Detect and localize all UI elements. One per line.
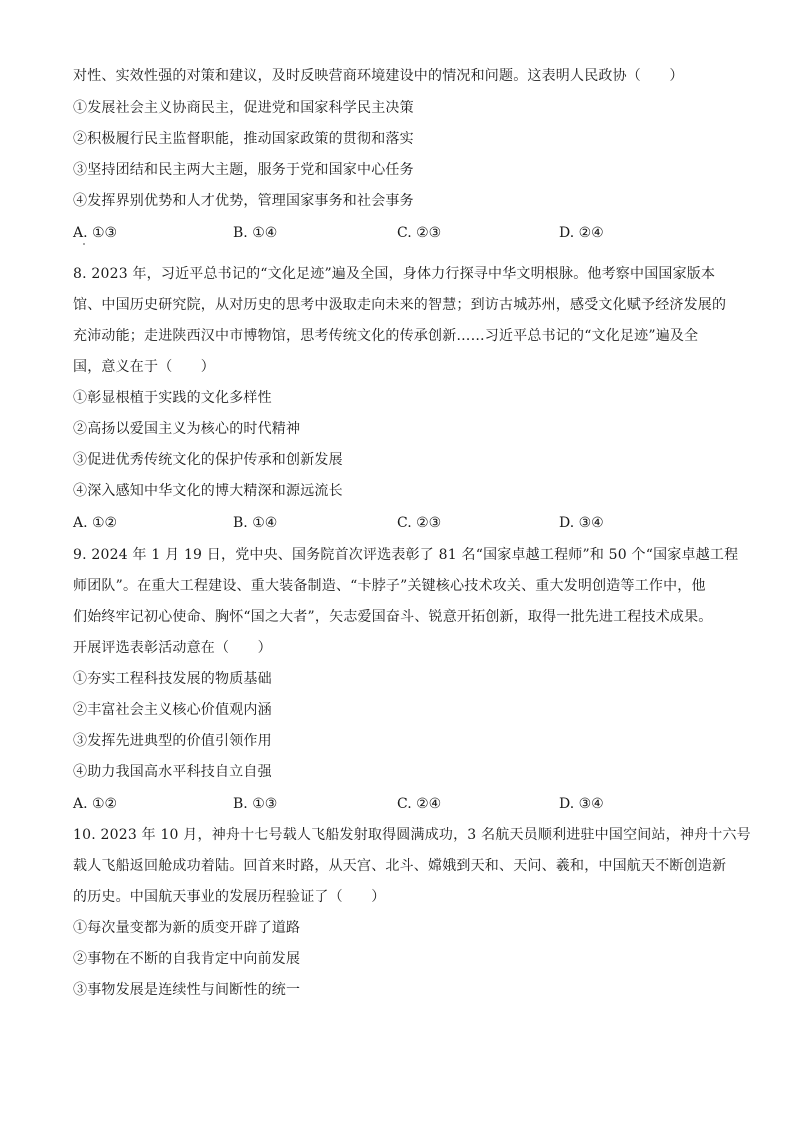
question-9-stem-line-2: 师团队”。在重大工程建设、重大装备制造、“卡脖子”关键核心技术攻关、重大发明创造等工作中，他 xyxy=(73,578,706,594)
question-7-statement-4: ④发挥界别优势和人才优势，管理国家事务和社会事务 xyxy=(73,193,414,209)
question-9-option-b: B. ①③ xyxy=(233,796,278,812)
question-10-statement-2: ②事物在不断的自我肯定中向前发展 xyxy=(73,951,301,967)
question-7-statement-1: ①发展社会主义协商民主，促进党和国家科学民主决策 xyxy=(73,100,414,116)
question-8-statement-4: ④深入感知中华文化的博大精深和源远流长 xyxy=(73,483,343,499)
question-10-statement-3: ③事物发展是连续性与间断性的统一 xyxy=(73,982,301,998)
question-7-option-d: D. ②④ xyxy=(559,225,604,241)
question-8-stem-line-2: 馆、中国历史研究院，从对历史的思考中汲取走向未来的智慧；到访古城苏州，感受文化赋予经济发展的 xyxy=(73,297,727,313)
question-7-statement-3: ③坚持团结和民主两大主题，服务于党和国家中心任务 xyxy=(73,162,414,178)
question-8-stem-line-1: 8. 2023 年，习近平总书记的“文化足迹”遍及全国，身体力行探寻中华文明根脉。他考察中国国家版本 xyxy=(73,266,716,282)
question-9-stem-line-1: 9. 2024 年 1 月 19 日，党中央、国务院首次评选表彰了 81 名“国家卓越工程师”和 50 个“国家卓越工程 xyxy=(73,547,739,563)
question-7-option-b: B. ①④ xyxy=(233,225,278,241)
question-8-statement-1: ①彰显根植于实践的文化多样性 xyxy=(73,390,272,406)
question-9-stem-line-4: 开展评选表彰活动意在（ ） xyxy=(73,640,272,656)
question-7-option-a: A. ①③ xyxy=(73,225,118,241)
question-8-stem-line-3: 充沛动能；走进陕西汉中市博物馆，思考传统文化的传承创新……习近平总书记的“文化足迹”遍及全 xyxy=(73,328,699,344)
question-8-stem-line-4: 国，意义在于（ ） xyxy=(73,359,215,375)
question-9-stem-line-3: 们始终牢记初心使命、胸怀“国之大者”，矢志爱国奋斗、锐意开拓创新，取得一批先进工程技术成果。 xyxy=(73,609,713,625)
question-8-option-a: A. ①② xyxy=(73,515,118,531)
question-9-statement-3: ③发挥先进典型的价值引领作用 xyxy=(73,733,272,749)
question-9-option-d: D. ③④ xyxy=(559,796,604,812)
question-9-statement-4: ④助力我国高水平科技自立自强 xyxy=(73,764,272,780)
question-7-option-c: C. ②③ xyxy=(397,225,442,241)
question-10-stem-line-3: 的历史。中国航天事业的发展历程验证了（ ） xyxy=(73,889,386,905)
question-8-option-c: C. ②③ xyxy=(397,515,442,531)
question-8-statement-3: ③促进优秀传统文化的保护传承和创新发展 xyxy=(73,452,343,468)
question-9-option-c: C. ②④ xyxy=(397,796,442,812)
question-10-statement-1: ①每次量变都为新的质变开辟了道路 xyxy=(73,920,301,936)
question-9-statement-1: ①夯实工程科技发展的物质基础 xyxy=(73,671,272,687)
question-7-statement-2: ②积极履行民主监督职能，推动国家政策的贯彻和落实 xyxy=(73,131,414,147)
question-7-stem-tail: 对性、实效性强的对策和建议，及时反映营商环境建设中的情况和问题。这表明人民政协（ ） xyxy=(73,68,684,84)
question-8-option-b: B. ①④ xyxy=(233,515,278,531)
question-10-stem-line-2: 载人飞船返回舱成功着陆。回首来时路，从天宫、北斗、嫦娥到天和、天问、羲和，中国航天不断创造新 xyxy=(73,858,727,874)
stray-mark xyxy=(83,243,85,245)
question-8-statement-2: ②高扬以爱国主义为核心的时代精神 xyxy=(73,421,301,437)
question-9-option-a: A. ①② xyxy=(73,796,118,812)
question-8-option-d: D. ③④ xyxy=(559,515,604,531)
question-10-stem-line-1: 10. 2023 年 10 月，神舟十七号载人飞船发射取得圆满成功，3 名航天员顺利进驻中国空间站，神舟十六号 xyxy=(73,827,751,843)
question-9-statement-2: ②丰富社会主义核心价值观内涵 xyxy=(73,702,272,718)
